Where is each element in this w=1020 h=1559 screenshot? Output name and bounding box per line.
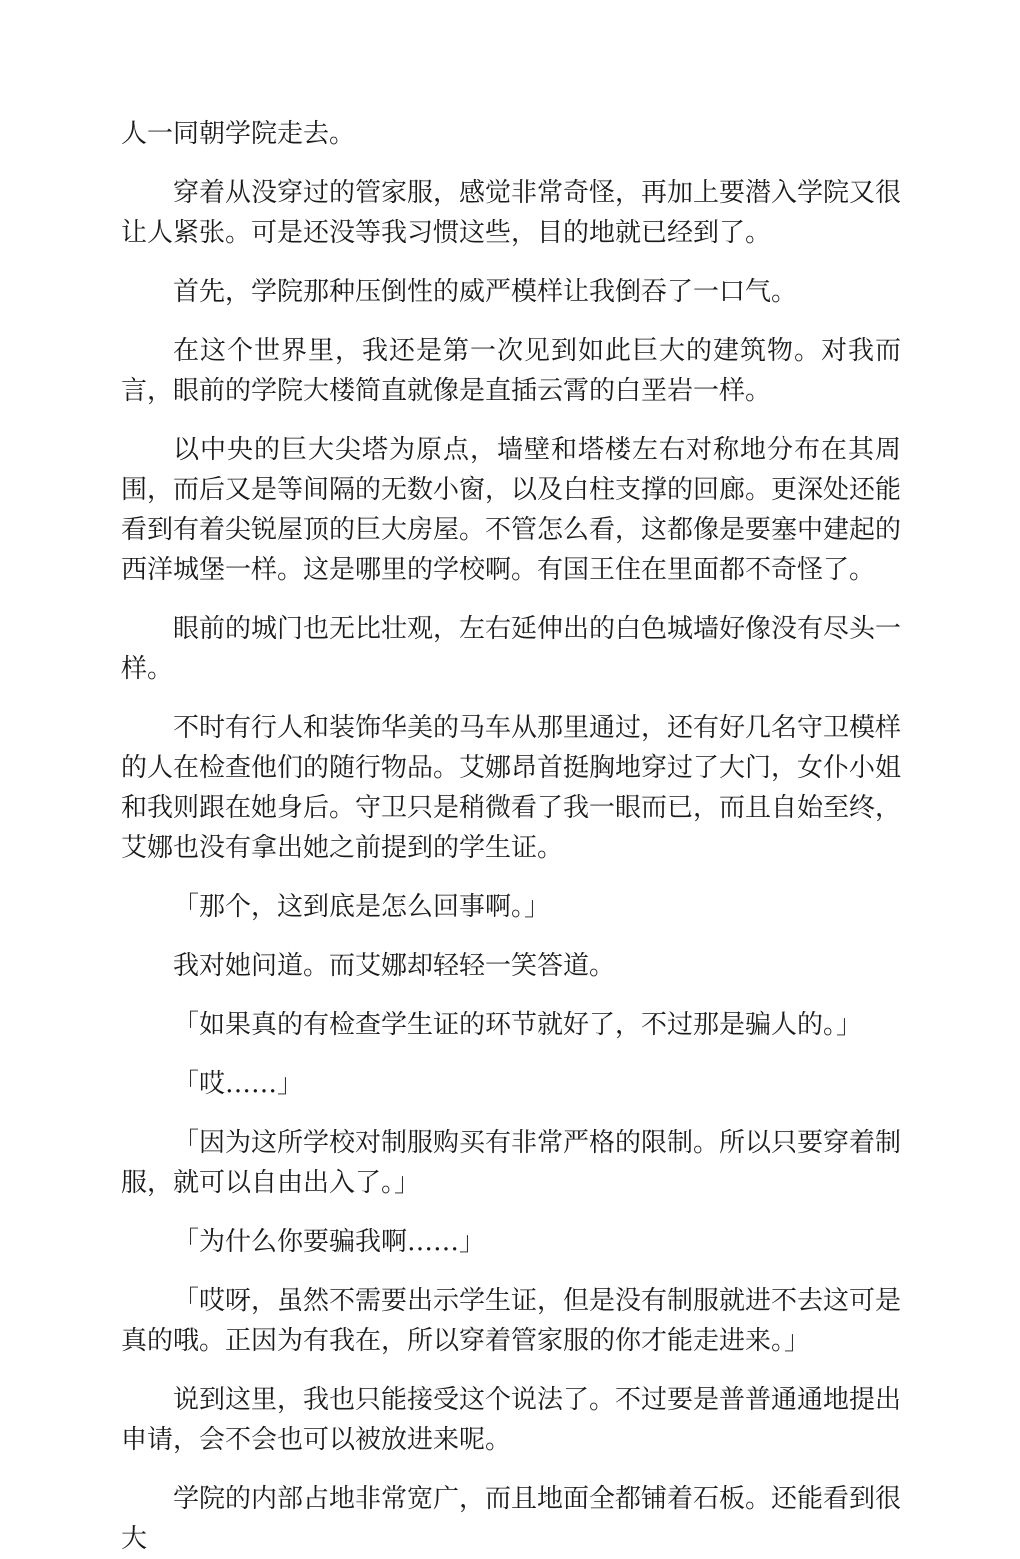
paragraph: 首先，学院那种压倒性的威严模样让我倒吞了一口气。 (173, 277, 798, 307)
paragraph: 以中央的巨大尖塔为原点，墙壁和塔楼左右对称地分布在其周围，而后又是等间隔的无数小窗，以及白柱支撑的回廊。更深处还能看到有着尖锐屋顶的巨大房屋。不管怎么看，这都像是要塞中建起的西洋城堡一样。这是哪里的学校啊。有国王住在里面都不奇怪了。 (121, 435, 902, 585)
paragraph: 穿着从没穿过的管家服，感觉非常奇怪，再加上要潜入学院又很让人紧张。可是还没等我习惯这些，目的地就已经到了。 (121, 178, 902, 248)
paragraph: 我对她问道。而艾娜却轻轻一笑答道。 (173, 951, 616, 981)
dialogue-line: 「为什么你要骗我啊……」 (173, 1227, 486, 1257)
paragraph: 说到这里，我也只能接受这个说法了。不过要是普普通通地提出申请，会不会也可以被放进来呢。 (121, 1385, 902, 1455)
dialogue-line: 「那个，这到底是怎么回事啊。」 (173, 892, 551, 922)
dialogue-line: 「因为这所学校对制服购买有非常严格的限制。所以只要穿着制服，就可以自由出入了。」 (121, 1128, 902, 1198)
paragraph: 眼前的城门也无比壮观，左右延伸出的白色城墙好像没有尽头一样。 (121, 614, 902, 684)
dialogue-line: 「哎呀，虽然不需要出示学生证，但是没有制服就进不去这可是真的哦。正因为有我在，所以穿着管家服的你才能走进来。」 (121, 1286, 902, 1356)
paragraph: 人一同朝学院走去。 (121, 119, 356, 149)
text-body (121, 114, 901, 1559)
dialogue-line: 「如果真的有检查学生证的环节就好了，不过那是骗人的。」 (173, 1010, 863, 1040)
paragraph: 在这个世界里，我还是第一次见到如此巨大的建筑物。对我而言，眼前的学院大楼简直就像是直插云霄的白垩岩一样。 (121, 336, 901, 406)
paragraph: 不时有行人和装饰华美的马车从那里通过，还有好几名守卫模样的人在检查他们的随行物品。艾娜昂首挺胸地穿过了大门，女仆小姐和我则跟在她身后。守卫只是稍微看了我一眼而已，而且自始至终，艾娜也没有拿出她之前提到的学生证。 (121, 713, 902, 863)
dialogue-line: 「哎……」 (173, 1069, 304, 1099)
paragraph: 学院的内部占地非常宽广，而且地面全都铺着石板。还能看到很大 (121, 1484, 902, 1554)
